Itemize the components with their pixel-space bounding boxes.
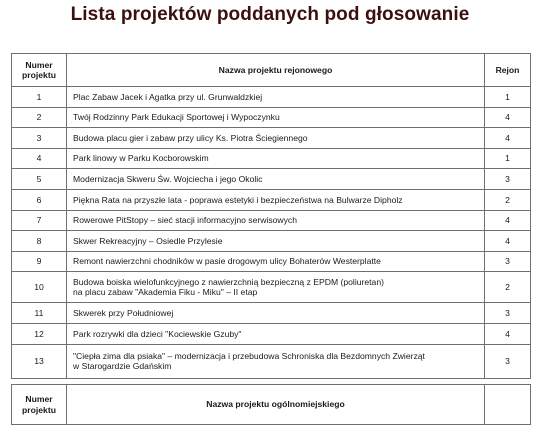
project-region: 4 (485, 323, 531, 344)
project-name: Park linowy w Parku Kocborowskim (67, 148, 485, 169)
project-region: 4 (485, 128, 531, 149)
project-name: Skwer Rekreacyjny – Osiedle Przylesie (67, 231, 485, 252)
table-row (12, 231, 531, 252)
table-row (12, 251, 531, 272)
project-name: "Ciepła zima dla psiaka" – modernizacja i przebudowa Schroniska dla Bezdomnych Zwierząt w Starogardzie Gdańskim (67, 344, 485, 378)
table-row (12, 272, 531, 303)
project-number: 2 (12, 107, 67, 128)
project-number: 12 (12, 323, 67, 344)
table-row (12, 189, 531, 210)
project-region: 3 (485, 251, 531, 272)
project-name: Park rozrywki dla dzieci "Kociewskie Gzuby" (67, 323, 485, 344)
table-row (12, 148, 531, 169)
project-number: 9 (12, 251, 67, 272)
table-row (12, 128, 531, 149)
project-region: 3 (485, 169, 531, 190)
project-region: 4 (485, 231, 531, 252)
project-name: Remont nawierzchni chodników w pasie drogowym ulicy Bohaterów Westerplatte (67, 251, 485, 272)
project-number: 7 (12, 210, 67, 231)
page-title: Lista projektów poddanych pod głosowanie (70, 4, 470, 25)
table-row (12, 87, 531, 108)
column-header-number: Numer projektu (12, 385, 67, 425)
project-region: 4 (485, 107, 531, 128)
project-region: 4 (485, 210, 531, 231)
table-row (12, 323, 531, 344)
project-number: 5 (12, 169, 67, 190)
project-name: Modernizacja Skweru Św. Wojciecha i jego Okolic (67, 169, 485, 190)
project-number: 6 (12, 189, 67, 210)
project-name: Rowerowe PitStopy – sieć stacji informacyjno serwisowych (67, 210, 485, 231)
project-name: Budowa placu gier i zabaw przy ulicy Ks. Piotra Ściegiennego (67, 128, 485, 149)
table-row (12, 303, 531, 324)
project-name: Twój Rodzinny Park Edukacji Sportowej i Wypoczynku (67, 107, 485, 128)
citywide-projects-table (11, 384, 531, 425)
column-header-name: Nazwa projektu ogólnomiejskiego (67, 385, 485, 425)
project-number: 4 (12, 148, 67, 169)
table-row (12, 210, 531, 231)
table-row (12, 169, 531, 190)
project-number: 10 (12, 272, 67, 303)
project-region: 2 (485, 272, 531, 303)
table-header-row (12, 54, 531, 87)
project-region: 1 (485, 87, 531, 108)
project-region: 3 (485, 344, 531, 378)
project-region: 2 (485, 189, 531, 210)
column-header-name: Nazwa projektu rejonowego (67, 54, 485, 87)
project-region: 3 (485, 303, 531, 324)
project-number: 13 (12, 344, 67, 378)
table-header-row (12, 385, 531, 425)
project-number: 11 (12, 303, 67, 324)
project-name: Skwerek przy Południowej (67, 303, 485, 324)
project-number: 8 (12, 231, 67, 252)
column-header-number: Numer projektu (12, 54, 67, 87)
project-name: Plac Zabaw Jacek i Agatka przy ul. Grunwaldzkiej (67, 87, 485, 108)
table-row (12, 344, 531, 378)
project-region: 1 (485, 148, 531, 169)
project-name: Budowa boiska wielofunkcyjnego z nawierzchnią bezpieczną z EPDM (poliuretan) na placu zabaw "Akademia Fiku - Miku" – II etap (67, 272, 485, 303)
project-number: 3 (12, 128, 67, 149)
column-header-region: Rejon (485, 54, 531, 87)
column-header-region (485, 385, 531, 425)
project-name: Piękna Rata na przyszłe lata - poprawa estetyki i bezpieczeństwa na Bulwarze Dipholz (67, 189, 485, 210)
project-number: 1 (12, 87, 67, 108)
table-row (12, 107, 531, 128)
regional-projects-table (11, 53, 531, 379)
